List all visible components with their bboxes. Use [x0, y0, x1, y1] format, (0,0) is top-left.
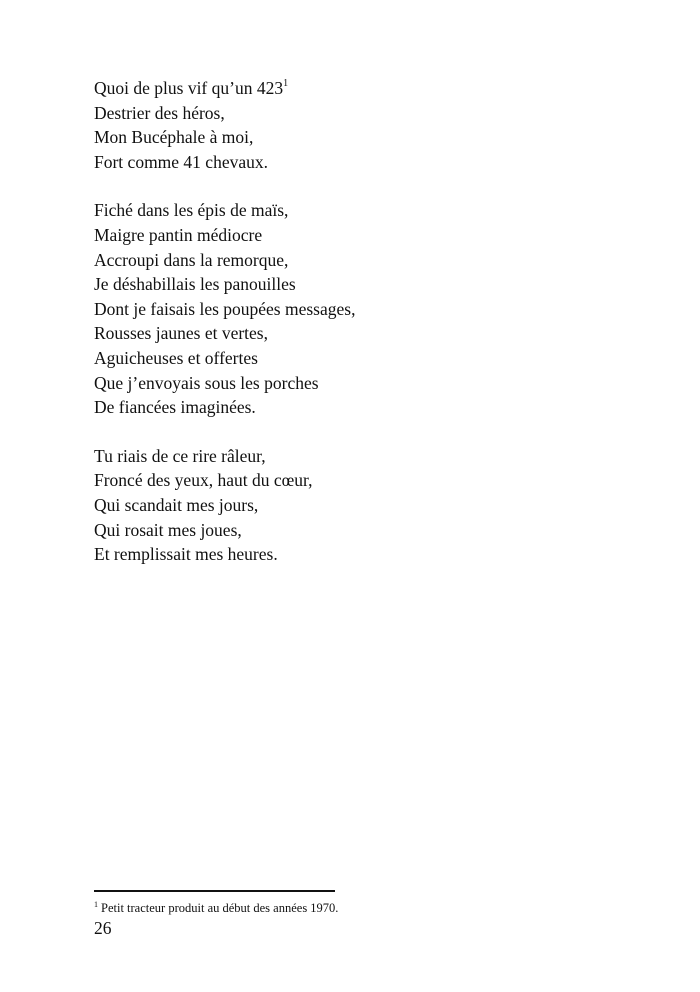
stanza-2	[94, 198, 614, 419]
poem-line: Accroupi dans la remorque,	[94, 249, 289, 270]
poem-line: Mon Bucéphale à moi,	[94, 127, 254, 148]
poem-line: Tu riais de ce rire râleur,	[94, 445, 266, 466]
poem-line: Maigre pantin médiocre	[94, 224, 263, 245]
stanza-1	[94, 76, 614, 174]
poem-line: Destrier des héros,	[94, 102, 225, 123]
poem-line: Et remplissait mes heures.	[94, 544, 278, 565]
poem-line: Fiché dans les épis de maïs,	[94, 200, 289, 221]
footnote-divider	[94, 890, 335, 892]
poem-line: Fort comme 41 chevaux.	[94, 151, 268, 172]
poem-line: Froncé des yeux, haut du cœur,	[94, 470, 313, 491]
poem-line-text: Quoi de plus vif qu’un 423	[94, 78, 284, 98]
poem-line: Dont je faisais les poupées messages,	[94, 298, 356, 319]
footnote-reference[interactable]: 1	[283, 78, 289, 90]
poem-line: Je déshabillais les panouilles	[94, 274, 296, 295]
poem-line: Rousses jaunes et vertes,	[94, 323, 268, 344]
footnote-text: Petit tracteur produit au début des années 1970.	[101, 901, 339, 915]
poem	[94, 76, 614, 591]
stanza-3	[94, 444, 614, 567]
poem-line: Aguicheuses et offertes	[94, 347, 258, 368]
footnote-mark: 1	[94, 899, 98, 909]
footnote	[94, 900, 338, 916]
page-number: 26	[94, 918, 112, 938]
poem-line: De fiancées imaginées.	[94, 397, 256, 418]
poem-line: Qui scandait mes jours,	[94, 494, 259, 515]
poem-line: Que j’envoyais sous les porches	[94, 372, 319, 393]
poem-line	[94, 76, 614, 101]
poem-line: Qui rosait mes joues,	[94, 519, 242, 540]
